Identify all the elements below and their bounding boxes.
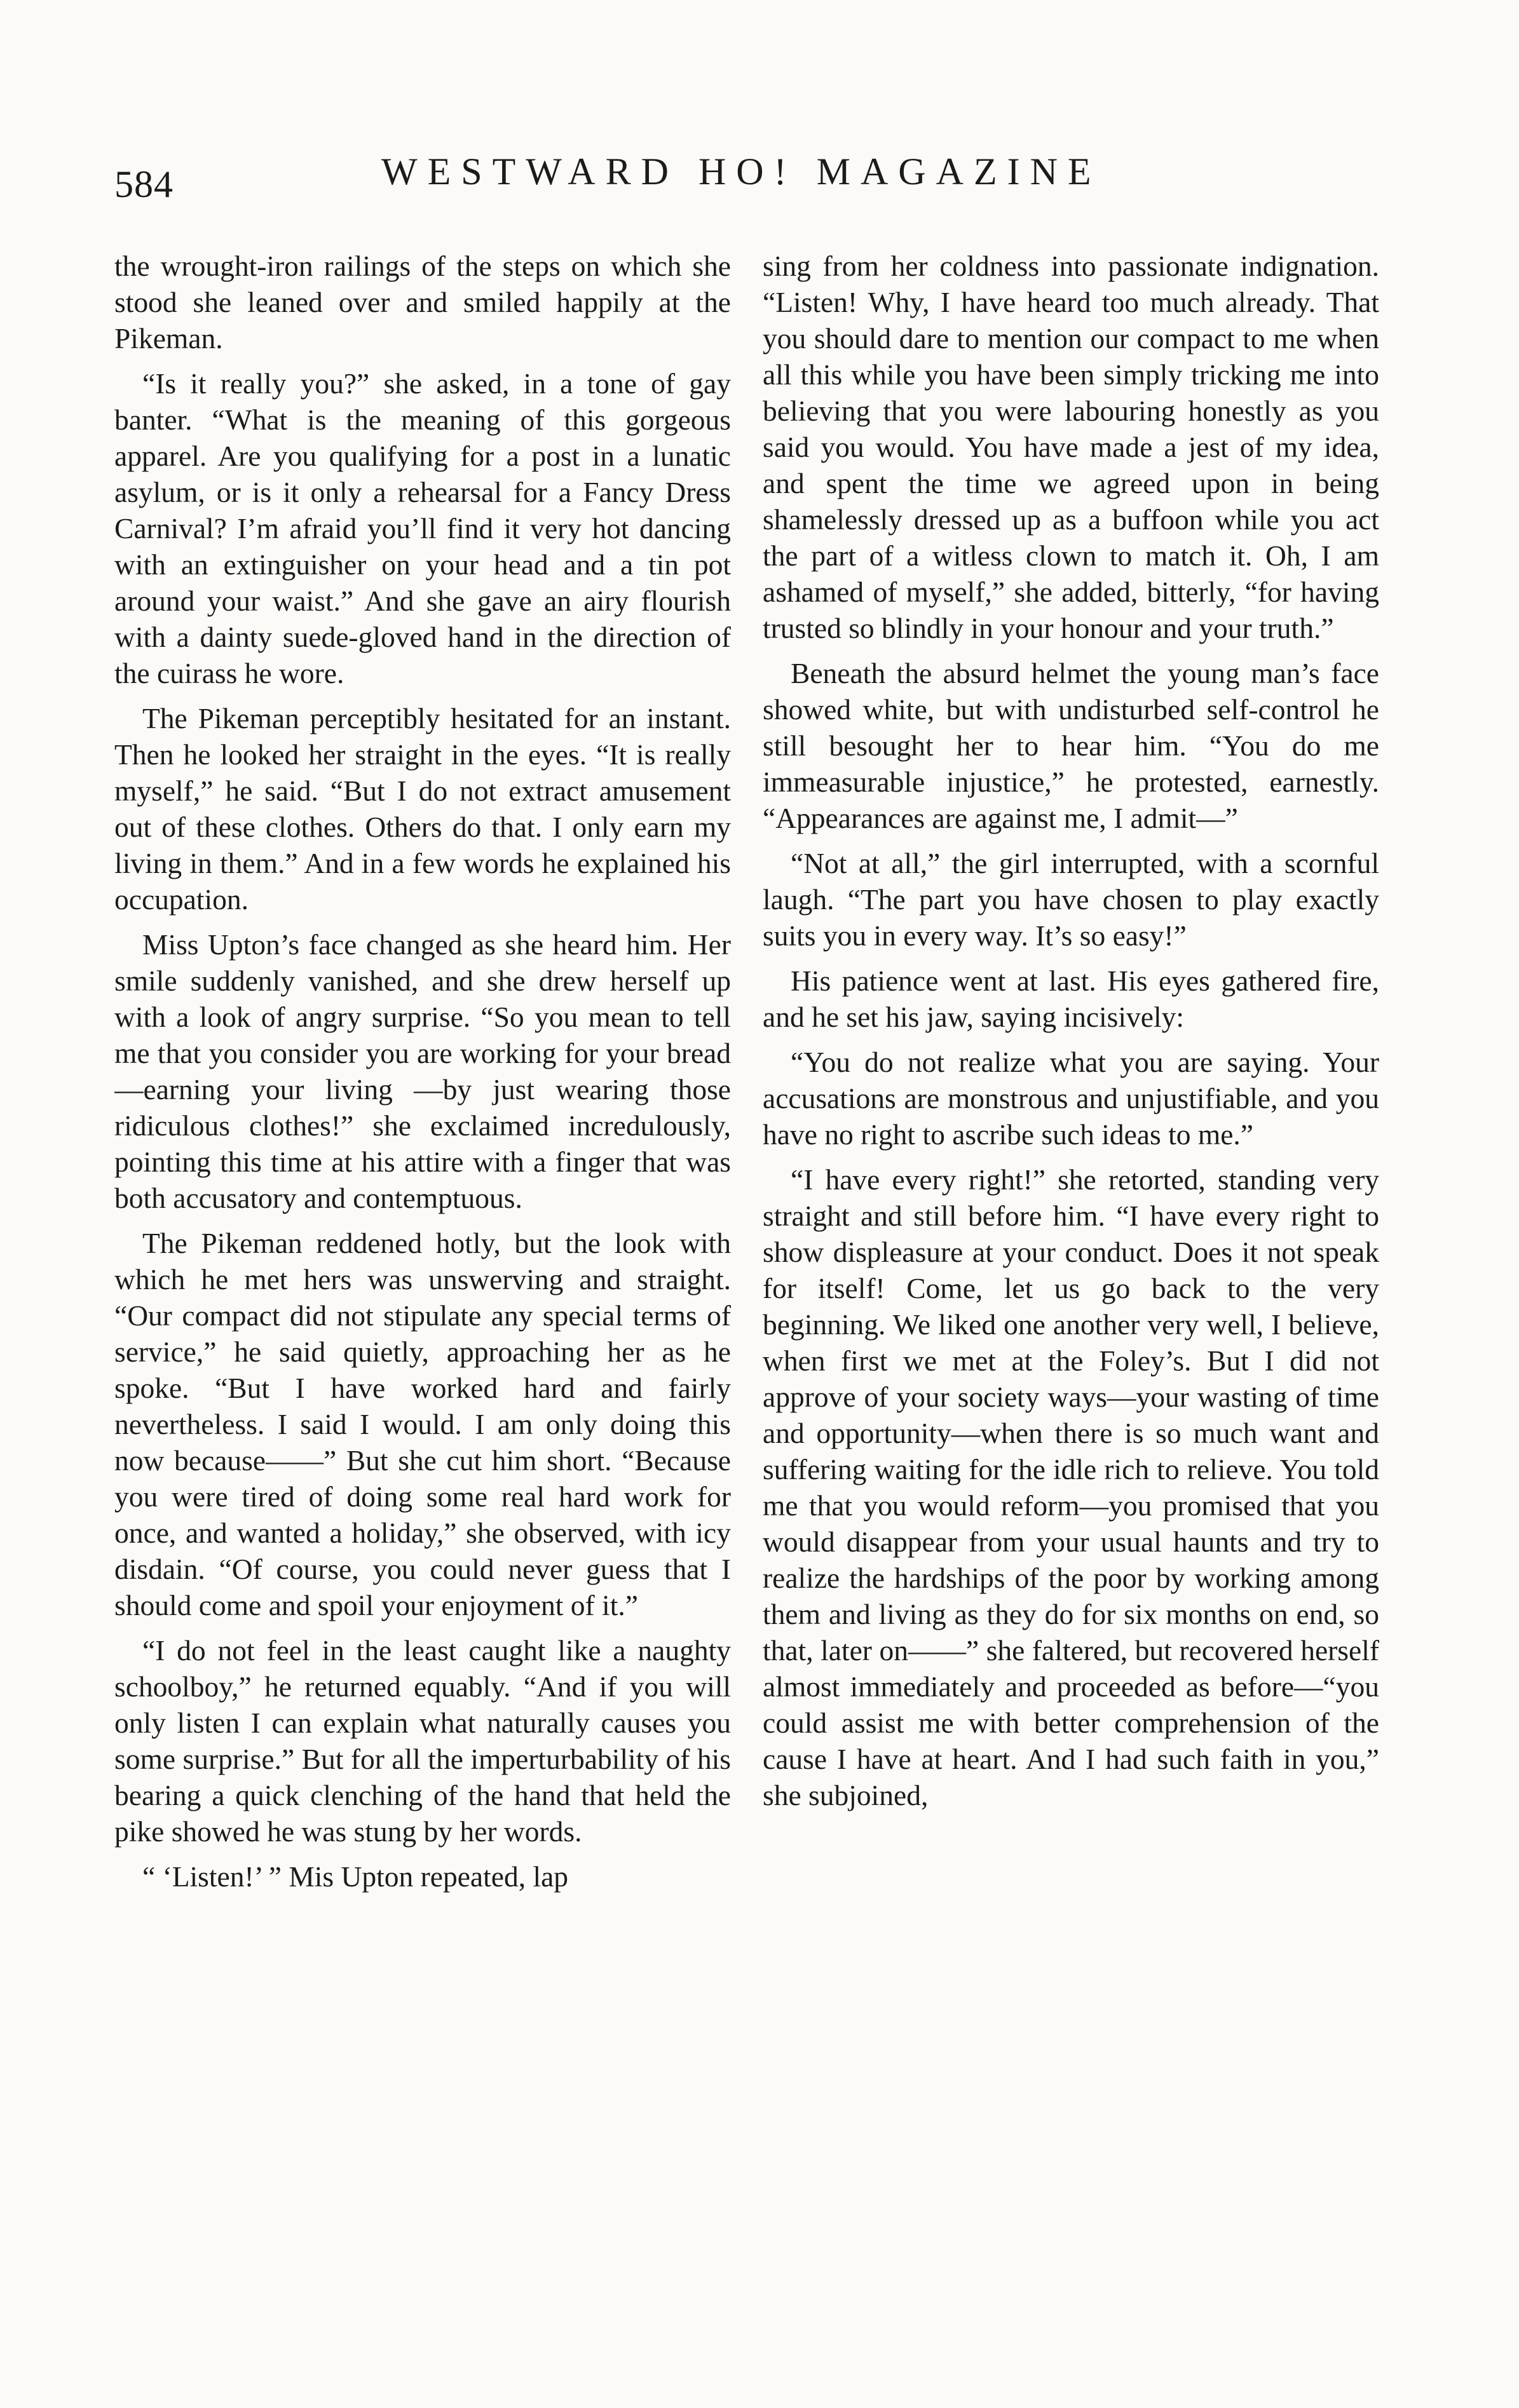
right-column bbox=[763, 248, 1379, 2395]
page-header bbox=[114, 150, 1405, 226]
paragraph: The Pikeman perceptibly hesitated for an instant. Then he looked her straight in the eyes. “It is really myself,” he said. “But I do not extract amusement out of these clothes. Others do that. I only earn my living in them.” And in a few words he explained his occupation. bbox=[114, 702, 731, 916]
running-title: WESTWARD HO! MAGAZINE bbox=[381, 151, 1101, 193]
paragraph: “ ‘Listen!’ ” Mis Upton repeated, lap bbox=[142, 1860, 569, 1893]
paragraph: The Pikeman reddened hotly, but the look with which he met hers was unswerving and straight. “Our compact did not stipulate any special terms of service,” he said quietly, approaching her as he spoke. “But I have worked hard and fairly nevertheless. I said I would. I am only doing this now because——” But she cut him short. “Because you were tired of doing some real hard work for once, and wanted a holiday,” she observed, with icy disdain. “Of course, you could never guess that I should come and spoil your enjoyment of it.” bbox=[114, 1227, 731, 1621]
paragraph: Miss Upton’s face changed as she heard him. Her smile suddenly vanished, and she drew herself up with a look of angry surprise. “So you mean to tell me that you consider you are working for your bread—earning your living —by just wearing those ridiculous clothes!” she exclaimed incredulously, pointing this time at his attire with a finger that was both accusatory and contemptuous. bbox=[114, 928, 731, 1214]
paragraph: “I do not feel in the least caught like a naughty schoolboy,” he returned equably. “And if you will only listen I can explain what naturally causes you some surprise.” But for all the imperturbability of his bearing a quick clenching of the hand that held the pike showed he was stung by her words. bbox=[114, 1634, 731, 1848]
paragraph: the wrought-iron railings of the steps on which she stood she leaned over and smiled happily at the Pikeman. bbox=[114, 250, 731, 355]
paragraph: His patience went at last. His eyes gathered fire, and he set his jaw, saying incisively: bbox=[763, 964, 1379, 1033]
page-number: 584 bbox=[114, 163, 174, 205]
paragraph: “Is it really you?” she asked, in a tone of gay banter. “What is the meaning of this gorgeous apparel. Are you qualifying for a post in a lunatic asylum, or is it only a rehearsal for a Fancy Dress Carnival? I’m afraid you’ll find it very hot dancing with an extinguisher on your head and a tin pot around your waist.” And she gave an airy flourish with a dainty suede-gloved hand in the direction of the cuirass he wore. bbox=[114, 367, 731, 689]
paragraph: Beneath the absurd helmet the young man’s face showed white, but with undisturbed self-control he still besought her to hear him. “You do me immeasurable injustice,” he protested, earnestly. “Appearances are against me, I admit—” bbox=[763, 657, 1379, 834]
paragraph: “You do not realize what you are saying. Your accusations are monstrous and unjustifiable, and you have no right to ascribe such ideas to me.” bbox=[763, 1046, 1379, 1151]
paragraph: “I have every right!” she retorted, standing very straight and still before him. “I have every right to show displeasure at your conduct. Does it not speak for itself! Come, let us go back to the very beginning. We liked one another very well, I believe, when first we met at the Foley’s. But I did not approve of your society ways—your wasting of time and opportunity—when there is so much want and suffering waiting for the idle rich to relieve. You told me that you would reform—you promised that you would disappear from your usual haunts and try to realize the hardships of the poor by working among them and living as they do for six months on end, so that, later on——” she faltered, but recovered herself almost immediately and proceeded as before—“you could assist me with better comprehension of the cause I have at heart. And I had such faith in you,” she subjoined, bbox=[763, 1163, 1379, 1811]
left-column bbox=[114, 248, 731, 2395]
paragraph: sing from her coldness into passionate indignation. “Listen! Why, I have heard too much already. That you should dare to mention our compact to me when all this while you have been simply tricking me into believing that you were labouring honestly as you said you would. You have made a jest of my idea, and spent the time we agreed upon in being shamelessly dressed up as a buffoon while you act the part of a witless clown to match it. Oh, I am ashamed of myself,” she added, bitterly, “for having trusted so blindly in your honour and your truth.” bbox=[763, 250, 1379, 644]
paragraph: “Not at all,” the girl interrupted, with a scornful laugh. “The part you have chosen to play exactly suits you in every way. It’s so easy!” bbox=[763, 847, 1379, 952]
